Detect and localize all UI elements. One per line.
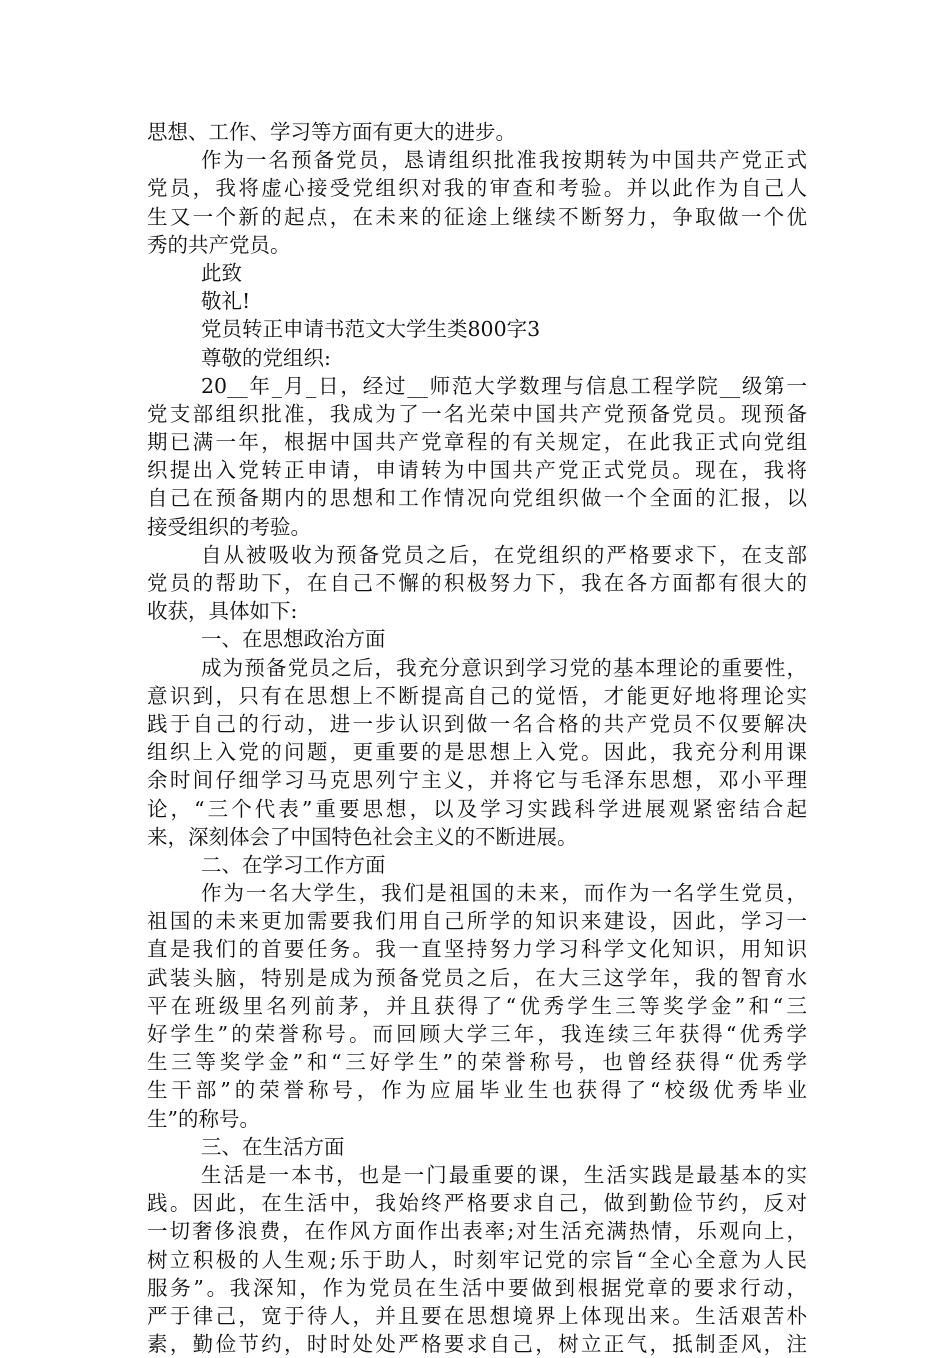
text-line: 意识到，只有在思想上不断提高自己的觉悟，才能更好地将理论实 bbox=[147, 683, 807, 708]
text-line: 来，深刻体会了中国特色社会主义的不断进展。 bbox=[147, 824, 578, 849]
text-line: 生干部”的荣誉称号，作为应届毕业生也获得了“校级优秀毕业 bbox=[147, 1078, 807, 1103]
text-line: 生又一个新的起点，在未来的征途上继续不断努力，争取做一个优 bbox=[147, 204, 807, 229]
text-line: 素，勤俭节约，时时处处严格要求自己，树立正气，抵制歪风，注 bbox=[147, 1332, 807, 1357]
text-line: 直是我们的首要任务。我一直坚持努力学习科学文化知识，用知识 bbox=[147, 937, 807, 962]
text-line: 祖国的未来更加需要我们用自己所学的知识来建设，因此，学习一 bbox=[147, 909, 807, 934]
text-line: 成为预备党员之后，我充分意识到学习党的基本理论的重要性， bbox=[201, 655, 807, 680]
text-line: 党员转正申请书范文大学生类800字3 bbox=[201, 317, 541, 342]
text-line: 好学生”的荣誉称号。而回顾大学三年，我连续三年获得“优秀学 bbox=[147, 1022, 807, 1046]
text-line: 树立积极的人生观;乐于助人，时刻牢记党的宗旨“全心全意为人民 bbox=[147, 1247, 807, 1272]
text-line: 党员的帮助下，在自己不懈的积极努力下，我在各方面都有很大的 bbox=[147, 571, 807, 595]
text-line: 党支部组织批准，我成为了一名光荣中国共产党预备党员。现预备 bbox=[147, 401, 807, 426]
text-line: 生活是一本书，也是一门最重要的课，生活实践是最基本的实 bbox=[201, 1162, 807, 1187]
text-line: 20__年_月_日，经过__师范大学数理与信息工程学院__级第一 bbox=[201, 373, 807, 398]
text-line: 平在班级里名列前茅，并且获得了“优秀学生三等奖学金”和“三 bbox=[147, 993, 807, 1018]
text-line: 武装头脑，特别是成为预备党员之后，在大三这学年，我的智育水 bbox=[147, 965, 807, 990]
text-line: 尊敬的党组织: bbox=[201, 345, 331, 370]
document-page bbox=[147, 118, 807, 1358]
text-line: 作为一名预备党员，恳请组织批准我按期转为中国共产党正式 bbox=[201, 148, 807, 173]
text-line: 三、在生活方面 bbox=[201, 1134, 345, 1159]
text-line: 秀的共产党员。 bbox=[147, 232, 291, 257]
text-line: 此致 bbox=[201, 260, 242, 285]
text-line: 一、在思想政治方面 bbox=[201, 627, 386, 652]
text-line: 践于自己的行动，进一步认识到做一名合格的共产党员不仅要解决 bbox=[147, 711, 807, 736]
text-line: 收获，具体如下: bbox=[147, 599, 298, 624]
text-line: 生三等奖学金”和“三好学生”的荣誉称号，也曾经获得“优秀学 bbox=[147, 1050, 807, 1075]
text-line: 服务”。我深知，作为党员在生活中要做到根据党章的要求行动， bbox=[147, 1275, 807, 1300]
text-line: 敬礼! bbox=[201, 289, 251, 314]
text-line: 作为一名大学生，我们是祖国的未来，而作为一名学生党员， bbox=[201, 881, 807, 906]
text-line: 织提出入党转正申请，申请转为中国共产党正式党员。现在，我将 bbox=[147, 458, 807, 483]
text-line: 生”的称号。 bbox=[147, 1106, 260, 1131]
text-line: 践。因此，在生活中，我始终严格要求自己，做到勤俭节约，反对 bbox=[147, 1191, 807, 1216]
text-line: 二、在学习工作方面 bbox=[201, 852, 386, 877]
text-line: 接受组织的考验。 bbox=[147, 514, 311, 539]
text-line: 论，“三个代表”重要思想，以及学习实践科学进展观紧密结合起 bbox=[147, 796, 807, 821]
text-line: 自从被吸收为预备党员之后，在党组织的严格要求下，在支部 bbox=[201, 542, 807, 567]
text-line: 期已满一年，根据中国共产党章程的有关规定，在此我正式向党组 bbox=[147, 430, 807, 455]
text-line: 组织上入党的问题，更重要的是思想上入党。因此，我充分利用课 bbox=[147, 740, 807, 765]
text-line: 自己在预备期内的思想和工作情况向党组织做一个全面的汇报，以 bbox=[147, 486, 807, 511]
text-line: 余时间仔细学习马克思列宁主义，并将它与毛泽东思想，邓小平理 bbox=[147, 768, 807, 793]
text-line: 一切奢侈浪费，在作风方面作出表率;对生活充满热情，乐观向上， bbox=[147, 1219, 807, 1244]
text-line: 思想、工作、学习等方面有更大的进步。 bbox=[147, 120, 516, 144]
text-line: 严于律己，宽于待人，并且要在思想境界上体现出来。生活艰苦朴 bbox=[147, 1303, 807, 1328]
text-line: 党员，我将虚心接受党组织对我的审查和考验。并以此作为自己人 bbox=[147, 176, 807, 201]
